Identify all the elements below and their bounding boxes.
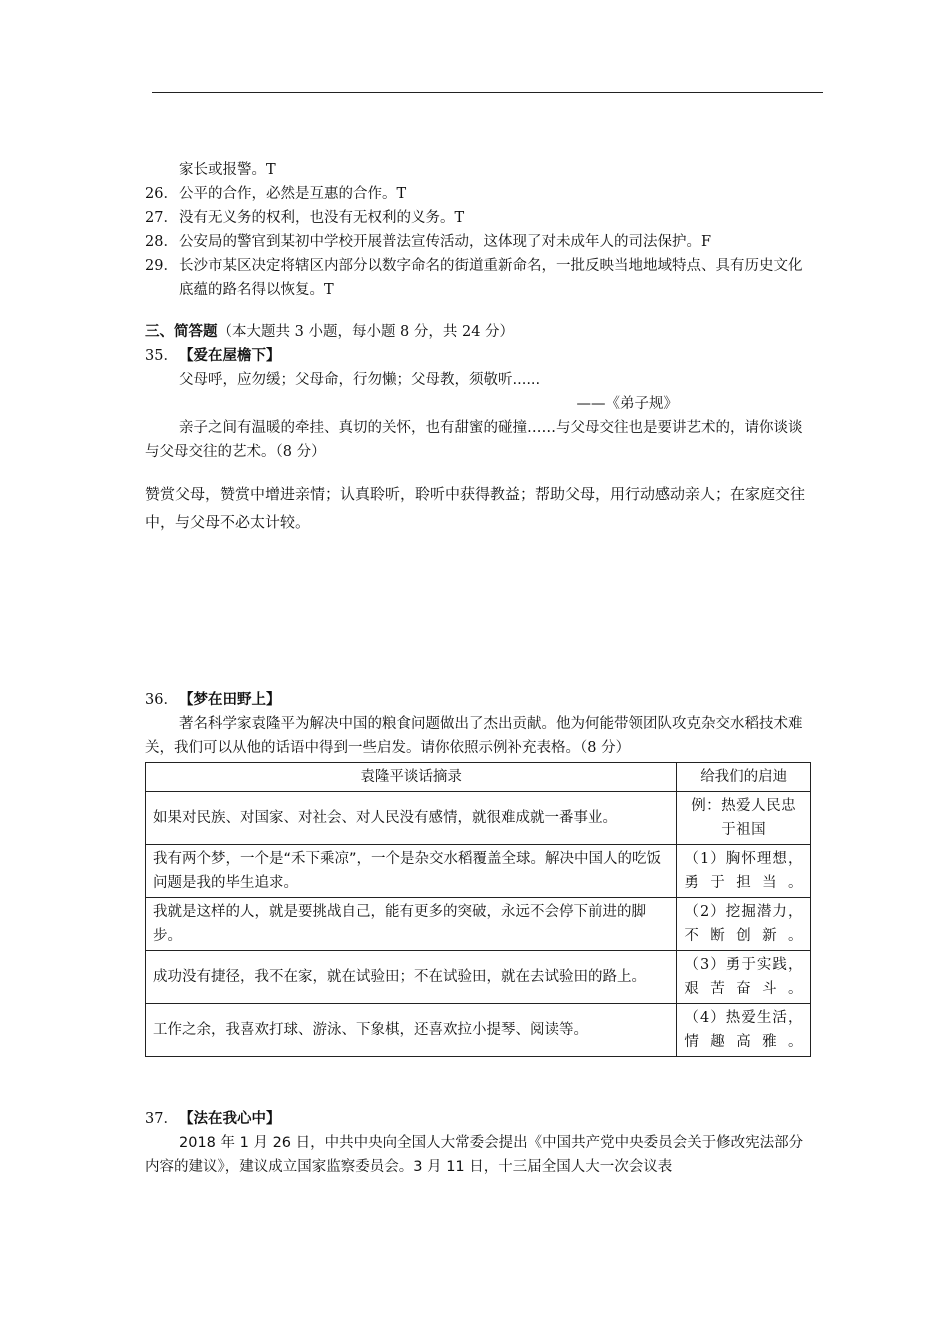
- table-cell-quote: 如果对民族、对国家、对社会、对人民没有感情，就很难成就一番事业。: [146, 792, 677, 845]
- table-cell-quote: 成功没有捷径，我不在家，就在试验田；不在试验田，就在去试验田的路上。: [146, 951, 677, 1004]
- table-cell-answer: 例：热爱人民忠于祖国: [677, 792, 811, 845]
- document-body: [145, 158, 810, 1179]
- table-header-row: [146, 763, 811, 792]
- question-35-quote: 父母呼，应勿缓；父母命，行勿懒；父母教，须敬听......: [179, 372, 541, 388]
- table-row: [146, 898, 811, 951]
- quote-table: [145, 762, 811, 1057]
- table-row: [146, 1004, 811, 1057]
- table-cell-answer: （4）热爱生活，情趣高雅。: [677, 1004, 811, 1057]
- table-row: [146, 845, 811, 898]
- table-cell-answer: （1）胸怀理想，勇于担当。: [677, 845, 811, 898]
- table-row: [146, 792, 811, 845]
- question-35-quote-source: ——《弟子规》: [576, 396, 678, 412]
- list-item: 28． 公安局的警官到某初中学校开展普法宣传活动，这体现了对未成年人的司法保护。F: [145, 234, 712, 250]
- table-header-quote: 袁隆平谈话摘录: [146, 763, 677, 792]
- question-35-prompt: 亲子之间有温暖的牵挂、真切的关怀，也有甜蜜的碰撞……与父母交往也是要讲艺术的，请你谈谈与父母交往的艺术。（8 分）: [145, 420, 803, 460]
- table-cell-quote: 工作之余，我喜欢打球、游泳、下象棋，还喜欢拉小提琴、阅读等。: [146, 1004, 677, 1057]
- spacer: [145, 1057, 810, 1107]
- table-cell-quote: 我就是这样的人，就是要挑战自己，能有更多的突破，永远不会停下前进的脚步。: [146, 898, 677, 951]
- question-37-heading: 37．【法在我心中】: [145, 1111, 281, 1127]
- section-3-heading: 三、简答题（本大题共 3 小题，每小题 8 分，共 24 分）: [145, 323, 515, 340]
- question-35-heading: 35．【爱在屋檐下】: [145, 348, 281, 364]
- list-item: 26． 公平的合作，必然是互惠的合作。T: [145, 186, 407, 202]
- list-item: 29． 长沙市某区决定将辖区内部分以数字命名的街道重新命名，一批反映当地地域特点、具有历史文化底蕴的路名得以恢复。T: [145, 258, 803, 298]
- table-cell-quote: 我有两个梦，一个是“禾下乘凉”，一个是杂交水稻覆盖全球。解决中国人的吃饭问题是我的毕生追求。: [146, 845, 677, 898]
- table-cell-answer: （2）挖掘潜力，不断创新。: [677, 898, 811, 951]
- question-35-answer: 赞赏父母，赞赏中增进亲情；认真聆听，聆听中获得教益；帮助父母，用行动感动亲人；在家庭交往中，与父母不必太计较。: [145, 485, 806, 531]
- table-cell-answer: （3）勇于实践，艰苦奋斗。: [677, 951, 811, 1004]
- table-row: [146, 951, 811, 1004]
- question-36-heading: 36．【梦在田野上】: [145, 692, 281, 708]
- question-37-text: 2018 年 1 月 26 日，中共中央向全国人大常委会提出《中国共产党中央委员会关于修改宪法部分内容的建议》，建议成立国家监察委员会。3 月 11 日，十三届全国人大一次会议表: [145, 1135, 804, 1175]
- header-rule: [152, 92, 823, 93]
- list-item: 27． 没有无义务的权利，也没有无权利的义务。T: [145, 210, 465, 226]
- question-36-prompt: 著名科学家袁隆平为解决中国的粮食问题做出了杰出贡献。他为何能带领团队攻克杂交水稻技术难关，我们可以从他的话语中得到一些启发。请你依照示例补充表格。（8 分）: [145, 716, 803, 756]
- table-header-insight: 给我们的启迪: [677, 763, 811, 792]
- continued-line: 家长或报警。T: [179, 162, 276, 178]
- answer-space: [145, 536, 810, 688]
